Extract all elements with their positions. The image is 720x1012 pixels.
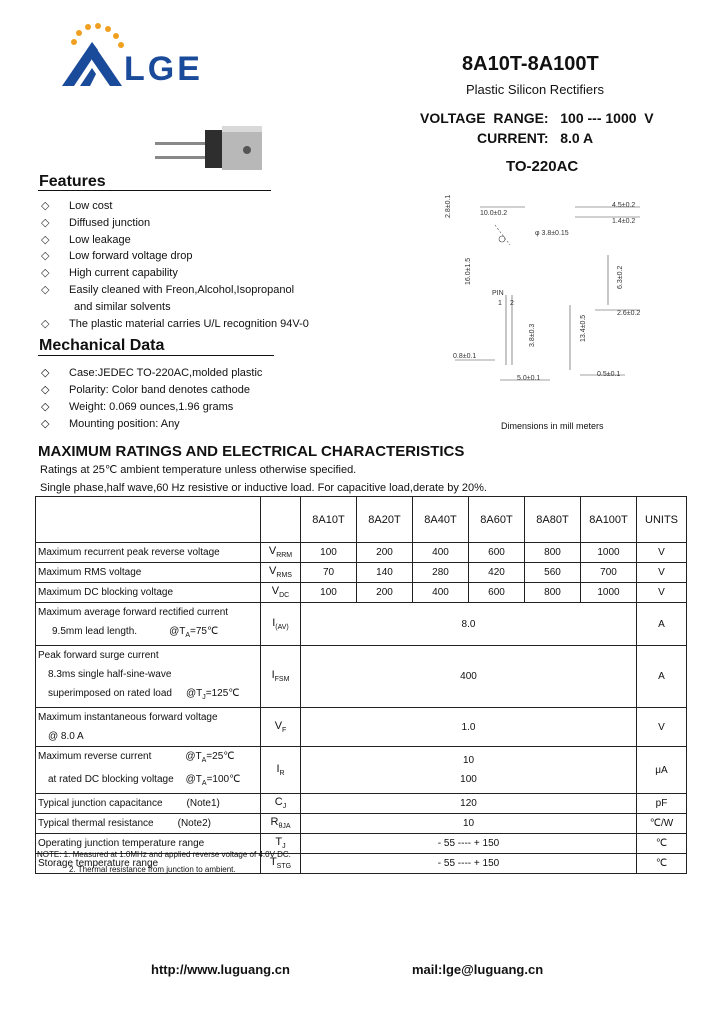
website-link[interactable]: http://www.luguang.cn	[151, 962, 290, 977]
note-2: 2. Thermal resistance from junction to ambient.	[69, 865, 236, 874]
dim-label: 3.8±0.3	[529, 323, 536, 347]
ratings-table	[35, 496, 687, 874]
list-item: ◇ Polarity: Color band denotes cathode	[38, 382, 368, 399]
dim-label: 16.0±1.5	[465, 257, 472, 285]
table-row: Maximum recurrent peak reverse voltage $V_{RRM}$ 100 200 400 600 800 1000 V	[36, 543, 687, 563]
dim-label: 1.4±0.2	[612, 218, 636, 225]
ratings-title: MAXIMUM RATINGS AND ELECTRICAL CHARACTERISTICS	[38, 443, 465, 460]
dimension-drawing	[440, 195, 650, 390]
list-item: and similar solvents	[74, 300, 171, 313]
logo-text: LGE	[124, 50, 203, 88]
diamond-icon: ◇	[41, 283, 50, 296]
dim-label: 6.3±0.2	[617, 265, 624, 289]
table-row: Operating junction temperature range $T_J$ - 55 ---- + 150 ℃	[36, 834, 687, 854]
dim-label: 0.5±0.1	[597, 371, 621, 378]
column-header: 8A40T	[413, 497, 469, 543]
note-1: NOTE: 1. Measured at 1.0MHz and applied reverse voltage of 4.0V DC.	[37, 850, 291, 859]
package-name: TO-220AC	[506, 158, 579, 175]
diamond-icon: ◇	[41, 267, 50, 280]
list-item: ◇ Case:JEDEC TO-220AC,molded plastic	[38, 365, 368, 382]
diamond-icon: ◇	[41, 418, 50, 430]
table-row: Storage temperature range $T_{STG}$ - 55 ---- + 150 ℃	[36, 854, 687, 874]
column-header: UNITS	[637, 497, 687, 543]
list-item: ◇ Low cost	[38, 198, 368, 215]
ratings-note-1: Ratings at 25℃ ambient temperature unless otherwise specified.	[40, 464, 357, 476]
dim-label: 0.8±0.1	[453, 353, 477, 360]
mechanical-rule	[38, 355, 274, 356]
mechanical-title: Mechanical Data	[39, 337, 165, 354]
table-row: Maximum RMS voltage $V_{RMS}$ 70 140 280 420 560 700 V	[36, 563, 687, 583]
dimensions-caption: Dimensions in mill meters	[501, 421, 604, 431]
column-header: 8A100T	[581, 497, 637, 543]
features-title: Features	[39, 173, 106, 190]
column-header: 8A20T	[357, 497, 413, 543]
table-row: Maximum average forward rectified current 9.5mm lead length. $@T_A=75℃$ $I_{(AV)}$ 8.0 A	[36, 603, 687, 646]
dim-label: 13.4±0.5	[580, 314, 587, 342]
dim-label: 10.0±0.2	[480, 210, 508, 217]
diamond-icon: ◇	[41, 317, 50, 330]
column-header: 8A60T	[469, 497, 525, 543]
table-row: Maximum instantaneous forward voltage @ 8.0 A $V_F$ 1.0 V	[36, 708, 687, 747]
diamond-icon: ◇	[41, 233, 50, 246]
list-item: ◇ Low forward voltage drop	[38, 248, 368, 265]
table-row: Maximum reverse current $@T_A=25℃$ at rated DC blocking voltage $@T_A=100℃$ $I_R$ 10 100 μA	[36, 747, 687, 794]
list-item: ◇ Low leakage	[38, 232, 368, 249]
table-row: Typical junction capacitance (Note1) $C_J$ 120 pF	[36, 794, 687, 814]
logo-mark	[58, 22, 130, 94]
email-link[interactable]: mail:lge@luguang.cn	[412, 962, 544, 977]
dim-label: 4.5±0.2	[612, 202, 636, 209]
diamond-icon: ◇	[41, 401, 50, 413]
diamond-icon: ◇	[41, 216, 50, 229]
diamond-icon: ◇	[41, 250, 50, 263]
dim-label: 5.0±0.1	[517, 375, 541, 382]
mechanical-list	[38, 365, 368, 433]
dim-label: 2	[510, 300, 514, 307]
list-item: ◇ The plastic material carries U/L recognition 94V-0	[38, 316, 368, 333]
list-item: ◇ High current capability	[38, 265, 368, 282]
ratings-note-2: Single phase,half wave,60 Hz resistive or inductive load. For capacitive load,derate by 20%.	[40, 482, 487, 494]
diamond-icon: ◇	[41, 384, 50, 396]
dim-label: 1	[498, 300, 502, 307]
dim-label: 2.6±0.2	[617, 310, 641, 317]
dim-label: PIN	[492, 290, 504, 297]
features-rule	[38, 190, 271, 191]
dim-label: 2.8±0.1	[445, 195, 452, 218]
table-row: Maximum DC blocking voltage $V_{DC}$ 100 200 400 600 800 1000 V	[36, 583, 687, 603]
sunburst-icon	[71, 23, 124, 48]
dim-label: φ 3.8±0.15	[535, 230, 569, 237]
subtitle: Plastic Silicon Rectifiers	[466, 82, 604, 97]
list-item: ◇ Mounting position: Any	[38, 416, 368, 433]
table-header-row	[36, 497, 687, 543]
diamond-icon: ◇	[41, 200, 50, 212]
table-row: Peak forward surge current 8.3ms single half-sine-wave superimposed on rated load $@T_J=125℃$ $I_{FSM}$ 400 A	[36, 646, 687, 708]
current-rating: CURRENT: 8.0 A	[477, 130, 594, 146]
table-row: Typical thermal resistance (Note2) $R_{\theta JA}$ 10 ℃/W	[36, 814, 687, 834]
voltage-range: VOLTAGE RANGE: 100 --- 1000 V	[420, 110, 654, 126]
list-item: ◇ Diffused junction	[38, 215, 368, 232]
list-item: ◇ Easily cleaned with Freon,Alcohol,Isopropanol	[38, 282, 368, 299]
part-number: 8A10T-8A100T	[462, 53, 599, 75]
features-list	[38, 198, 368, 332]
column-header: 8A10T	[301, 497, 357, 543]
diamond-icon: ◇	[41, 367, 50, 379]
column-header: 8A80T	[525, 497, 581, 543]
component-image	[150, 118, 280, 178]
list-item: ◇ Weight: 0.069 ounces,1.96 grams	[38, 399, 368, 416]
